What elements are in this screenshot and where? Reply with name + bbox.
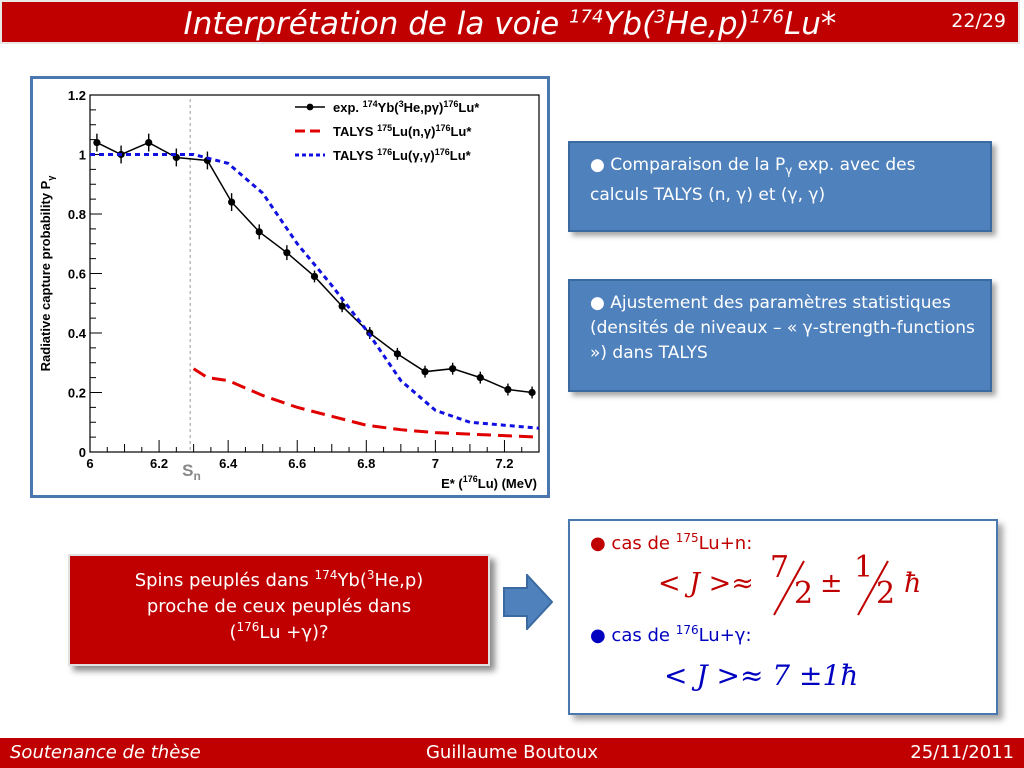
y-tick-label: 1.2 [67, 88, 86, 103]
footer-right: 25/11/2011 [910, 742, 1014, 763]
slide-title: Interprétation de la voie $^{174}Yb(^3He,p)^{176}Lu*$ [183, 6, 837, 42]
data-point [339, 303, 346, 310]
y-tick-label: 0 [78, 445, 86, 460]
data-point [394, 350, 401, 357]
formula-1: < J >≈ 7 2 ± 1 2 ħ [658, 557, 948, 619]
data-point [528, 389, 535, 396]
y-axis-label: Radiative capture probability $P_\gamma$ [38, 175, 56, 372]
question-box [68, 554, 490, 666]
data-point [256, 228, 263, 235]
legend-label-3: TALYS $^{176}Lu(\gamma,\gamma)^{176}Lu*$ [333, 147, 471, 163]
data-point [504, 386, 511, 393]
y-tick-label: 0.8 [67, 207, 86, 222]
x-tick-label: 6.4 [219, 456, 238, 471]
y-tick-label: 1 [78, 147, 86, 163]
series-line-2 [194, 369, 539, 437]
formula-2: < J >≈ 7 ±1ħ [664, 659, 859, 692]
footer [0, 738, 1024, 768]
data-point [421, 368, 428, 375]
bullet-text-1: ● Comparaison de la $P_\gamma$ exp. avec des calculs TALYS (n, γ) et (γ, γ) [590, 155, 916, 206]
footer-center: Guillaume Boutoux [425, 742, 599, 763]
legend-label-1: exp. $^{174}Yb(^3He,p\gamma)^{176}Lu*$ [333, 99, 480, 115]
page-number: 22/29 [951, 10, 1006, 32]
data-point [283, 249, 290, 256]
data-point [93, 139, 100, 146]
footer-left: Soutenance de thèse [10, 742, 201, 763]
x-tick-label: 6 [86, 456, 94, 471]
y-tick-label: 0.2 [67, 385, 86, 401]
capture-probability-chart [33, 79, 547, 495]
data-point [145, 139, 152, 146]
bullet-box-2 [568, 279, 992, 392]
sn-label: $S_n$ [182, 461, 201, 483]
x-tick-label: 6.8 [357, 456, 376, 471]
data-point [449, 365, 456, 372]
series-line-3 [90, 155, 539, 429]
x-tick-label: 7 [431, 456, 440, 471]
bullet-box-1 [568, 141, 992, 232]
case-1-label: ● cas de $^{175}$Lu+n: [590, 531, 753, 554]
legend-marker [307, 104, 314, 111]
y-tick-label: 0.6 [67, 266, 86, 282]
data-point [311, 273, 318, 280]
y-tick-label: 0.4 [67, 326, 86, 341]
x-tick-label: 6.6 [288, 456, 307, 471]
question-line-2: proche de ceux peuplés dans [146, 596, 412, 617]
x-axis-label: E* ($^{176}$Lu) (MeV) [441, 474, 537, 491]
data-point [228, 199, 235, 206]
results-box [568, 519, 998, 715]
right-arrow-icon [503, 574, 553, 630]
case-2-label: ● cas de $^{176}$Lu+γ: [590, 623, 752, 646]
bullet-text-2: ● Ajustement des paramètres statistiques (densités de niveaux – « γ-strength-functions ») dans TALYS [590, 293, 975, 363]
title-bar [0, 0, 1020, 44]
legend-label-2: TALYS $^{175}Lu(n,\gamma)^{176}Lu*$ [333, 123, 472, 139]
plot-frame [30, 76, 550, 498]
series-line-1 [97, 143, 532, 393]
data-point [477, 374, 484, 381]
question-line-1: Spins peuplés dans $^{174}$Yb($^3$He,p) [134, 568, 424, 591]
x-tick-label: 7.2 [495, 456, 514, 471]
question-line-3: ($^{176}$Lu +γ)? [229, 620, 329, 643]
x-tick-label: 6.2 [150, 456, 169, 471]
